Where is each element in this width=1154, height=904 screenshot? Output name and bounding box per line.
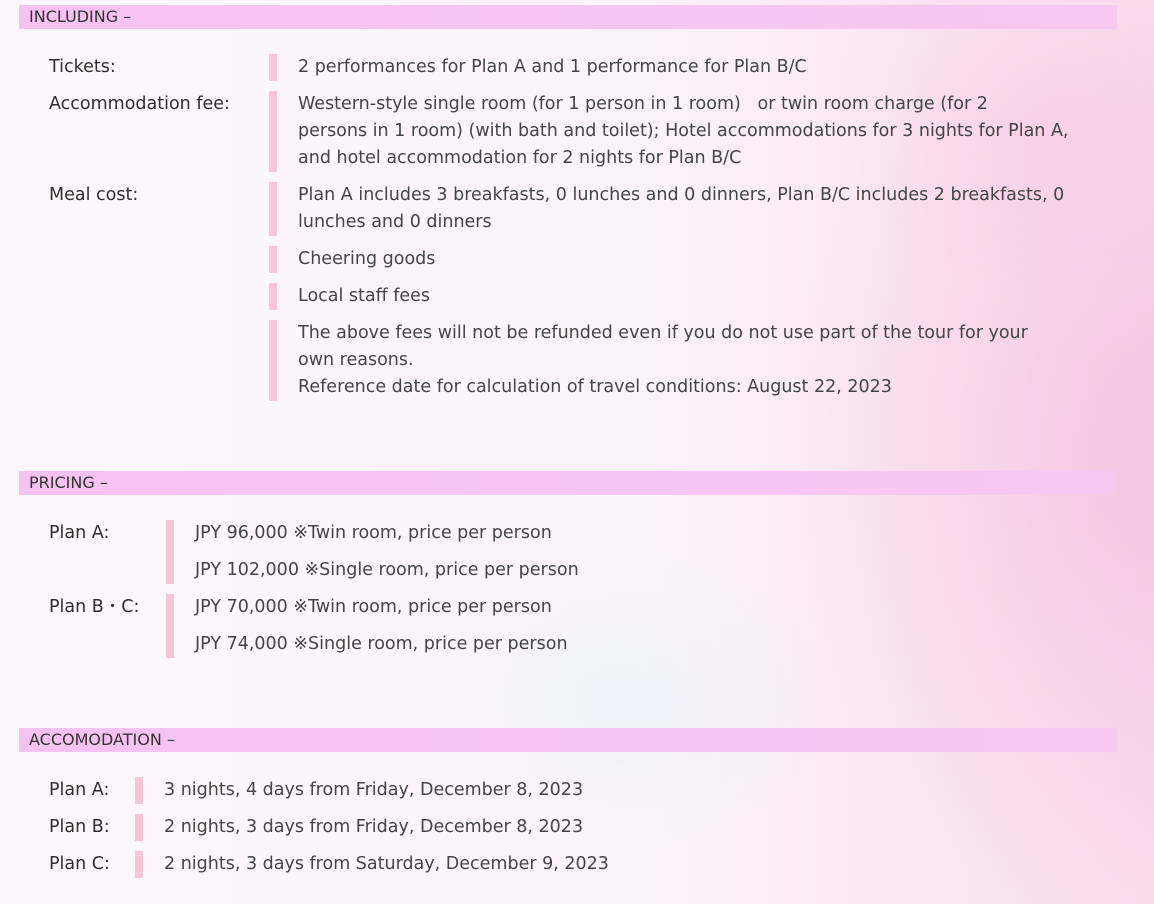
accommodation-plan-a-text: 3 nights, 4 days from Friday, December 8, 2023: [164, 780, 584, 800]
accommodation-fee-label: Accommodation fee:: [49, 94, 230, 114]
meal-cost-text: [298, 182, 1064, 236]
pricing-plan-bc-text: [195, 589, 568, 663]
accommodation-plan-b-label: Plan B:: [49, 817, 110, 837]
accommodation-plan-b-bar: [135, 814, 143, 841]
pricing-plan-a-text: [195, 515, 579, 589]
staff-fees-text: Local staff fees: [298, 286, 431, 306]
accommodation-plan-b-text: 2 nights, 3 days from Friday, December 8, 2023: [164, 817, 584, 837]
accommodation-plan-a-bar: [135, 777, 143, 804]
accommodation-plan-a-label: Plan A:: [49, 780, 110, 800]
accommodation-plan-c-text: 2 nights, 3 days from Saturday, December 9, 2023: [164, 854, 609, 874]
meal-cost-line: lunches and 0 dinners: [298, 212, 492, 232]
accommodation-plan-c-label: Plan C:: [49, 854, 110, 874]
tickets-text: 2 performances for Plan A and 1 performance for Plan B/C: [298, 57, 807, 77]
notes-line: The above fees will not be refunded even if you do not use part of the tour for your: [298, 323, 1028, 343]
meal-cost-bar: [269, 182, 277, 236]
notes-text: [298, 320, 1028, 401]
accommodation-fee-bar: [269, 91, 277, 172]
pricing-plan-bc-label: Plan B・C:: [49, 597, 140, 617]
tickets-bar: [269, 54, 277, 81]
accommodation-section-header: ACCOMODATION –: [19, 728, 1117, 752]
meal-cost-line: Plan A includes 3 breakfasts, 0 lunches and 0 dinners, Plan B/C includes 2 breakfasts, 0: [298, 185, 1065, 205]
pricing-section-header: PRICING –: [19, 471, 1117, 495]
staff-fees-bar: [269, 283, 277, 310]
tickets-label: Tickets:: [49, 57, 116, 77]
cheering-goods-text: Cheering goods: [298, 249, 436, 269]
cheering-goods-bar: [269, 246, 277, 273]
accommodation-fee-line: persons in 1 room) (with bath and toilet); Hotel accommodations for 3 nights for Plan A,: [298, 121, 1069, 141]
pricing-plan-bc-bar: [166, 594, 174, 658]
pricing-plan-a-line: JPY 102,000 ※Single room, price per person: [195, 560, 579, 580]
pricing-plan-a-bar: [166, 520, 174, 584]
pricing-plan-a-label: Plan A:: [49, 523, 110, 543]
accommodation-fee-line: and hotel accommodation for 2 nights for Plan B/C: [298, 148, 742, 168]
notes-line: Reference date for calculation of travel conditions: August 22, 2023: [298, 377, 892, 397]
notes-bar: [269, 320, 277, 401]
meal-cost-label: Meal cost:: [49, 185, 139, 205]
accommodation-fee-text: [298, 91, 1069, 172]
notes-line: own reasons.: [298, 350, 414, 370]
including-section-header: INCLUDING –: [19, 5, 1117, 29]
pricing-plan-a-line: JPY 96,000 ※Twin room, price per person: [195, 523, 552, 543]
accommodation-fee-line: Western-style single room (for 1 person in 1 room) or twin room charge (for 2: [298, 94, 988, 114]
pricing-plan-bc-line: JPY 70,000 ※Twin room, price per person: [195, 597, 552, 617]
accommodation-plan-c-bar: [135, 851, 143, 878]
pricing-plan-bc-line: JPY 74,000 ※Single room, price per person: [195, 634, 568, 654]
